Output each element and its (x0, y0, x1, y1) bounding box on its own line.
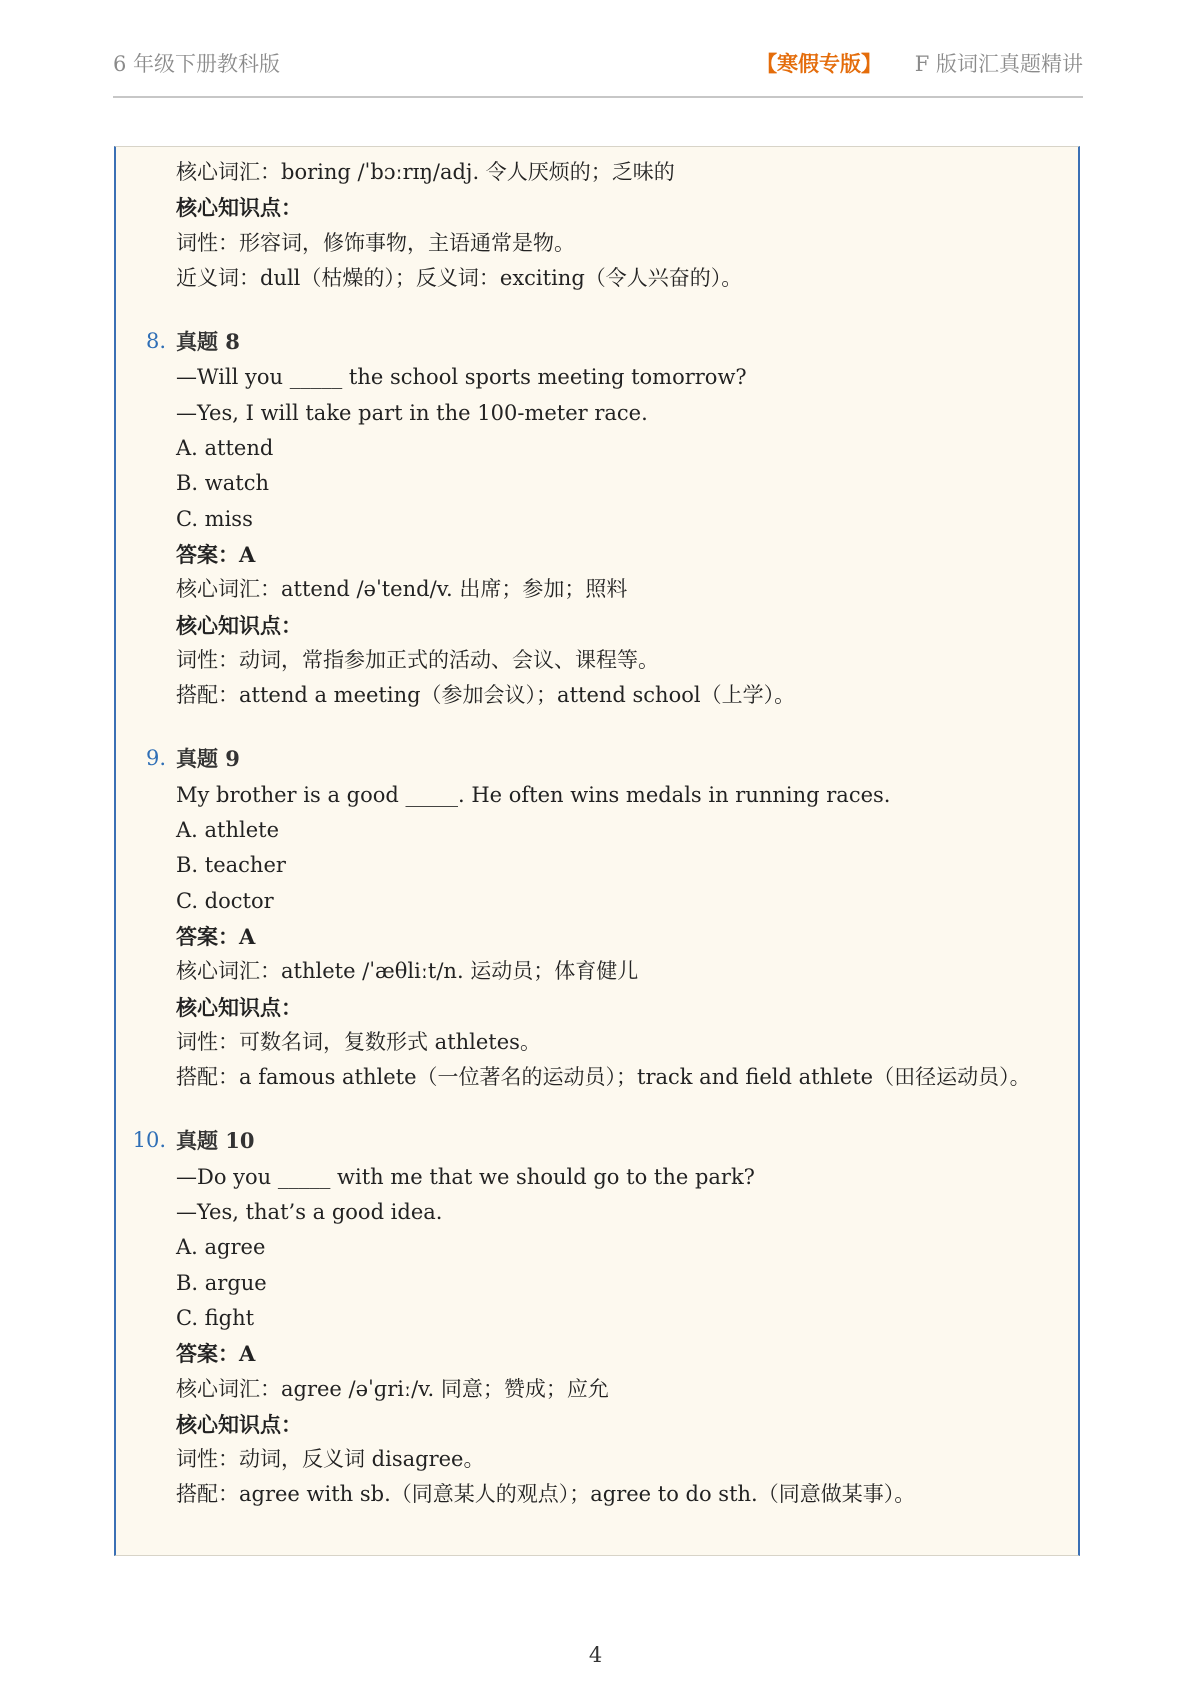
note-collocation: 搭配：a famous athlete（一位著名的运动员）；track and field athlete（田径运动员）。 (176, 1065, 1031, 1090)
question-stem: —Yes, I will take part in the 100-meter race. (176, 400, 648, 425)
header-right (756, 48, 1083, 78)
question-stem: —Do you _____ with me that we should go to the park? (176, 1164, 755, 1189)
answer: 答案：A (176, 1341, 256, 1367)
header-edition-badge: 【寒假专版】 (756, 52, 883, 76)
points-label: 核心知识点： (176, 994, 302, 1020)
answer: 答案：A (176, 923, 256, 949)
note-pos: 词性：动词，常指参加正式的活动、会议、课程等。 (176, 647, 659, 672)
page-header (113, 40, 1083, 98)
answer: 答案：A (176, 541, 256, 567)
question-heading (116, 324, 1078, 360)
question-heading (116, 741, 1078, 777)
intro-points-label: 核心知识点： (176, 195, 302, 221)
question-number: 8. (145, 329, 166, 354)
question-heading (116, 1123, 1078, 1159)
points-label: 核心知识点： (176, 1411, 302, 1437)
note-collocation: 搭配：agree with sb.（同意某人的观点）；agree to do sth.（同意做某事）。 (176, 1482, 916, 1507)
header-series-title: F 版词汇真题精讲 (914, 52, 1083, 76)
note-pos: 词性：可数名词，复数形式 athletes。 (176, 1029, 541, 1054)
question-title: 真题 10 (176, 1128, 255, 1154)
option-a: A. athlete (176, 818, 280, 843)
option-a: A. attend (176, 436, 274, 461)
header-grade-label: 6 年级下册教科版 (113, 52, 281, 76)
note-collocation: 搭配：attend a meeting（参加会议）；attend school（上学）。 (176, 683, 796, 708)
points-label: 核心知识点： (176, 612, 302, 638)
intro-synonyms: 近义词：dull（枯燥的）；反义词：exciting（令人兴奋的）。 (176, 265, 743, 290)
note-pos: 词性：动词，反义词 disagree。 (176, 1447, 485, 1472)
option-c: C. fight (176, 1305, 255, 1330)
question-number: 9. (145, 746, 166, 771)
question-number: 10. (132, 1128, 166, 1153)
option-b: B. argue (176, 1270, 267, 1295)
intro-vocab: 核心词汇：boring /ˈbɔːrɪŋ/adj. 令人厌烦的；乏味的 (176, 160, 675, 184)
core-vocab: 核心词汇：agree /əˈɡriː/v. 同意；赞成；应允 (176, 1376, 609, 1401)
option-a: A. agree (176, 1235, 266, 1260)
question-title: 真题 8 (176, 329, 240, 355)
content-area (116, 147, 1078, 1513)
content-box (114, 146, 1080, 1556)
core-vocab: 核心词汇：athlete /ˈæθliːt/n. 运动员；体育健儿 (176, 959, 639, 984)
option-b: B. watch (176, 471, 270, 496)
option-b: B. teacher (176, 853, 286, 878)
core-vocab: 核心词汇：attend /əˈtend/v. 出席；参加；照料 (176, 577, 628, 602)
option-c: C. doctor (176, 888, 274, 913)
question-stem: My brother is a good _____. He often wins medals in running races. (176, 782, 891, 807)
intro-pos: 词性：形容词，修饰事物，主语通常是物。 (176, 230, 575, 255)
question-title: 真题 9 (176, 746, 240, 772)
question-stem: —Will you _____ the school sports meeting tomorrow? (176, 365, 747, 390)
option-c: C. miss (176, 506, 253, 531)
question-stem: —Yes, that’s a good idea. (176, 1200, 443, 1225)
page-number: 4 (588, 1643, 603, 1667)
